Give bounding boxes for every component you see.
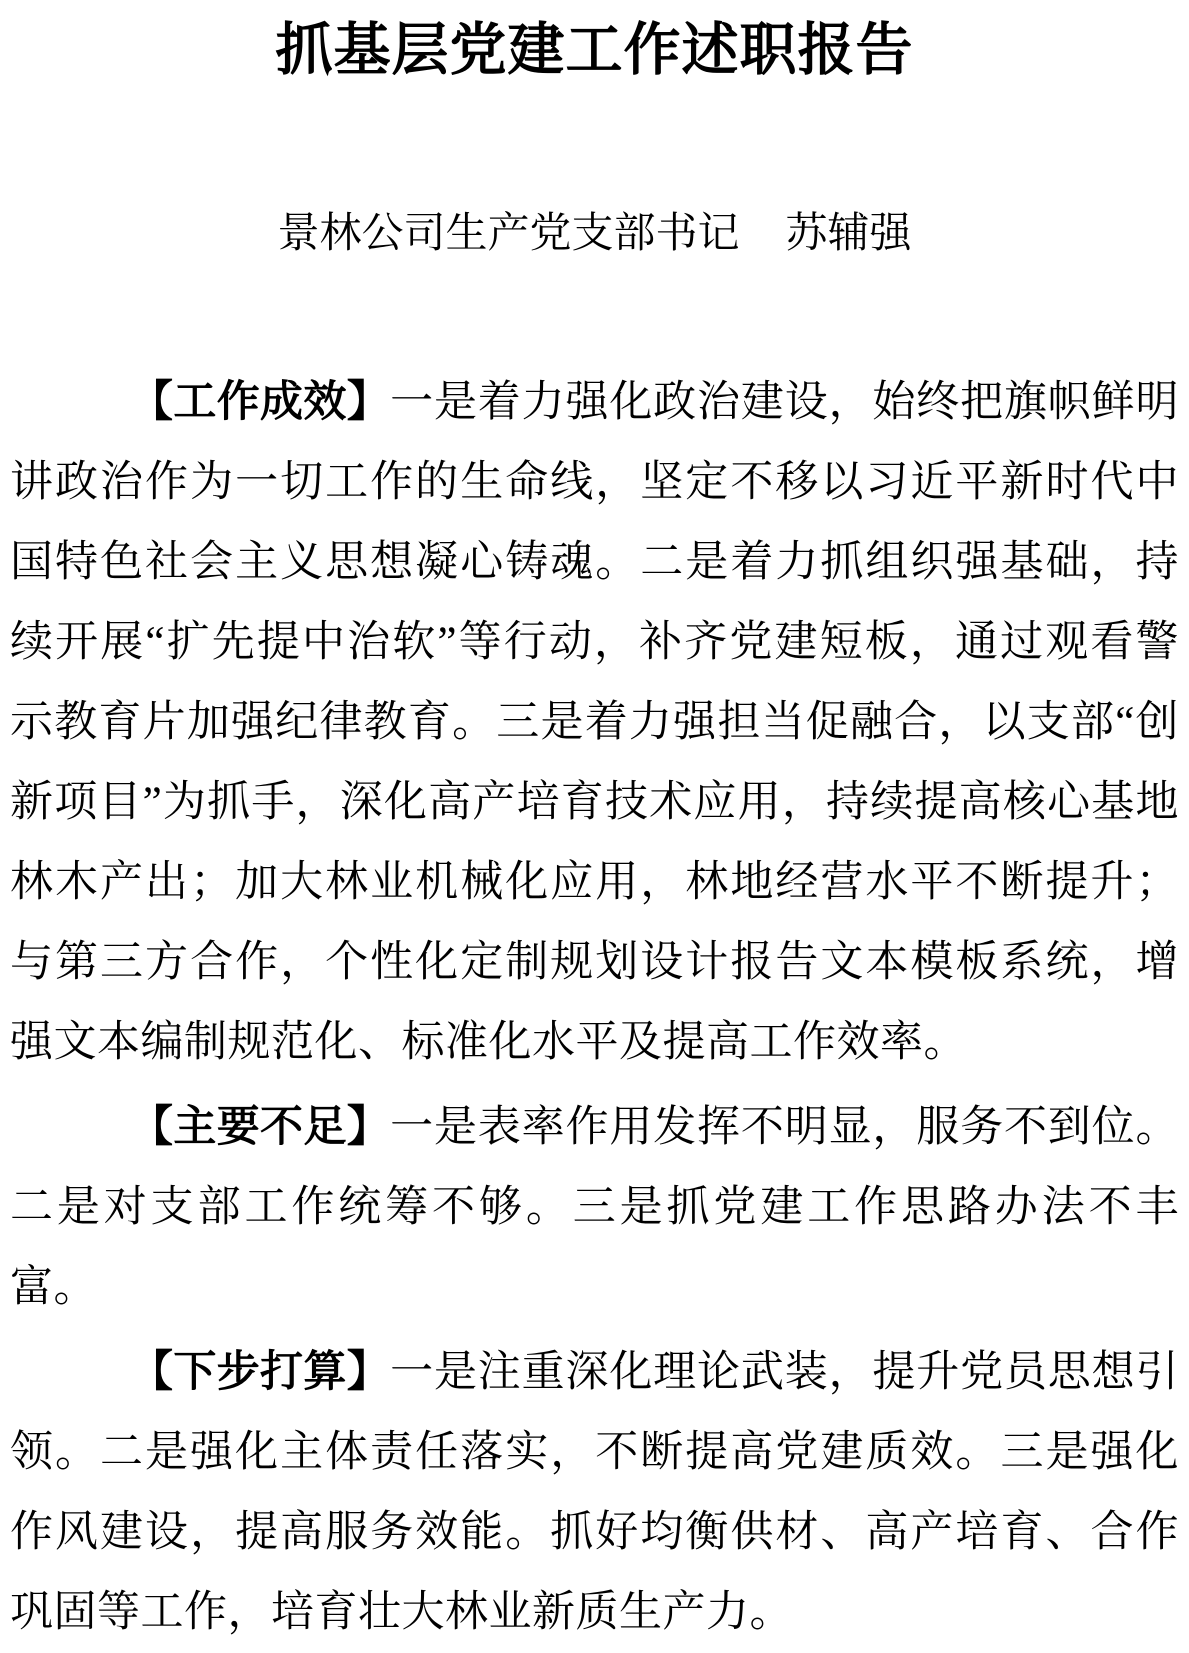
byline-role: 景林公司生产党支部书记 xyxy=(277,211,740,257)
paragraph-next-steps xyxy=(10,1332,1179,1653)
document-title: 抓基层党建工作述职报告 xyxy=(275,19,914,82)
section-head-main-shortcomings: 【主要不足】 xyxy=(130,1103,391,1151)
byline-author-name: 苏辅强 xyxy=(785,211,912,257)
section-body-next-steps: 一是注重深化理论武装，提升党员思想引领。二是强化主体责任落实，不断提高党建质效。三是强化作风建设，提高服务效能。抓好均衡供材、高产培育、合作巩固等工作，培育壮大林业新质生产力。 xyxy=(10,1349,1180,1636)
paragraph-work-results xyxy=(10,362,1179,1083)
section-head-next-steps: 【下步打算】 xyxy=(130,1348,391,1396)
section-body-work-results: 一是着力强化政治建设，始终把旗帜鲜明讲政治作为一切工作的生命线，坚定不移以习近平新时代中国特色社会主义思想凝心铸魂。二是着力抓组织强基础，持续开展“扩先提中治软”等行动，补齐党建短板，通过观看警示教育片加强纪律教育。三是着力强担当促融合，以支部“创新项目”为抓手，深化高产培育技术应用，持续提高核心基地林木产出；加大林业机械化应用，林地经营水平不断提升；与第三方合作，个性化定制规划设计报告文本模板系统，增强文本编制规范化、标准化水平及提高工作效率。 xyxy=(10,379,1180,1066)
section-body-main-shortcomings: 一是表率作用发挥不明显，服务不到位。二是对支部工作统筹不够。三是抓党建工作思路办法不丰富。 xyxy=(10,1104,1180,1311)
document-body xyxy=(10,362,1179,1653)
paragraph-main-shortcomings xyxy=(10,1087,1179,1328)
byline xyxy=(10,206,1179,262)
section-head-work-results: 【工作成效】 xyxy=(130,378,391,426)
